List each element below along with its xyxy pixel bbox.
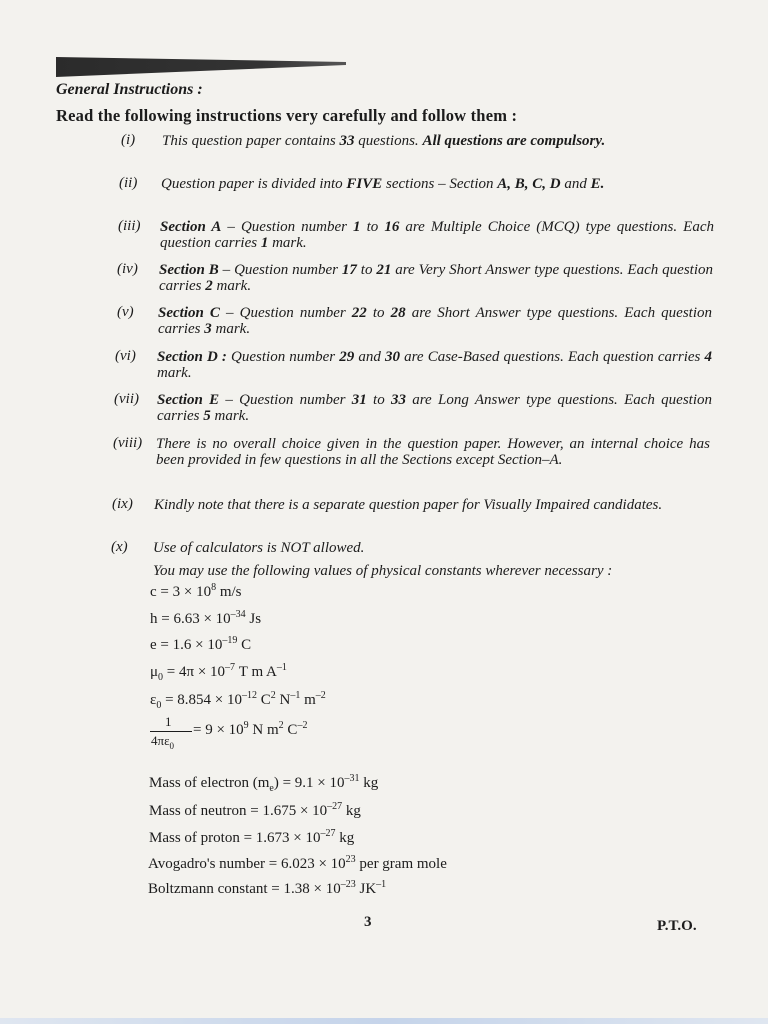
fraction-rhs: = $9 \times 10^9$ N $m^2$ $C^{-2}$ [193, 720, 308, 738]
instruction-number: (vii) [114, 391, 139, 407]
instruction-number: (ix) [112, 496, 133, 512]
fraction-bar [150, 731, 192, 732]
fraction-numerator: 1 [165, 714, 172, 729]
constant-permittivity: $\varepsilon_0 = 8.854 \times 10^{-12}$ $C^2$ $N^{-1}$ $m^{-2}$ [150, 690, 326, 711]
instruction-text: There is no overall choice given in the question paper. However, an internal choice has been provided in few questions in all the Sections except Section–A. [156, 436, 710, 468]
constants-intro: You may use the following values of physical constants wherever necessary : [153, 563, 613, 579]
fraction-denominator: $4\pi\varepsilon_0$ [151, 733, 175, 751]
instruction-text: Section D : Question number 29 and 30 are Case-Based questions. Each question carries 4 mark. [157, 349, 713, 381]
instruction-text: Section B – Question number 17 to 21 are Very Short Answer type questions. Each question carries 2 mark. [159, 262, 713, 294]
instruction-number: (i) [121, 132, 136, 148]
constant-neutron-mass: Mass of neutron = $1.675 \times 10^{-27}$ kg [149, 801, 361, 819]
constant-boltzmann: Boltzmann constant = $1.38 \times 10^{-23}$ $JK^{-1}$ [148, 879, 387, 897]
header-bar [56, 57, 346, 77]
page-heading: General Instructions : [56, 81, 203, 98]
instruction-number: (v) [117, 304, 134, 320]
constant-electron-charge: $e = 1.6 \times 10^{-19}$ C [150, 635, 252, 653]
instruction-text: Section E – Question number 31 to 33 are Long Answer type questions. Each question carries 5 mark. [157, 392, 713, 424]
constant-avogadro: Avogadro's number = $6.023 \times 10^{23}$ per gram mole [148, 854, 447, 872]
page-bottom-edge [0, 1018, 768, 1024]
instruction-text: This question paper contains 33 questions. All questions are compulsory. [162, 133, 606, 149]
page-number: 3 [364, 914, 372, 930]
instruction-text: Section A – Question number 1 to 16 are Multiple Choice (MCQ) type questions. Each question carries 1 mark. [160, 219, 714, 251]
instruction-text: Question paper is divided into FIVE sections – Section A, B, C, D and E. [161, 176, 605, 192]
constant-proton-mass: Mass of proton = $1.673 \times 10^{-27}$ kg [149, 828, 355, 846]
constant-planck: $h = 6.63 \times 10^{-34}$ Js [150, 609, 262, 627]
instruction-text: Use of calculators is NOT allowed. [153, 540, 365, 556]
constant-permeability: $\mu_0 = 4\pi \times 10^{-7}$ T m $A^{-1}$ [150, 662, 287, 683]
instruction-number: (iii) [118, 218, 141, 234]
instruction-number: (ii) [119, 175, 138, 191]
page-subheading: Read the following instructions very carefully and follow them : [56, 106, 518, 125]
instruction-number: (vi) [115, 348, 136, 364]
instruction-number: (iv) [117, 261, 138, 277]
constant-speed-of-light: $c = 3 \times 10^8$ m/s [150, 582, 242, 600]
instruction-number: (viii) [113, 435, 143, 451]
instruction-text: Section C – Question number 22 to 28 are Short Answer type questions. Each question carries 3 mark. [158, 305, 713, 337]
instruction-number: (x) [111, 539, 128, 555]
pto-label: P.T.O. [657, 918, 697, 934]
constant-electron-mass: Mass of electron $(m_e) = 9.1 \times 10^{-31}$ kg [149, 773, 379, 794]
instruction-text: Kindly note that there is a separate question paper for Visually Impaired candidates. [154, 497, 663, 513]
